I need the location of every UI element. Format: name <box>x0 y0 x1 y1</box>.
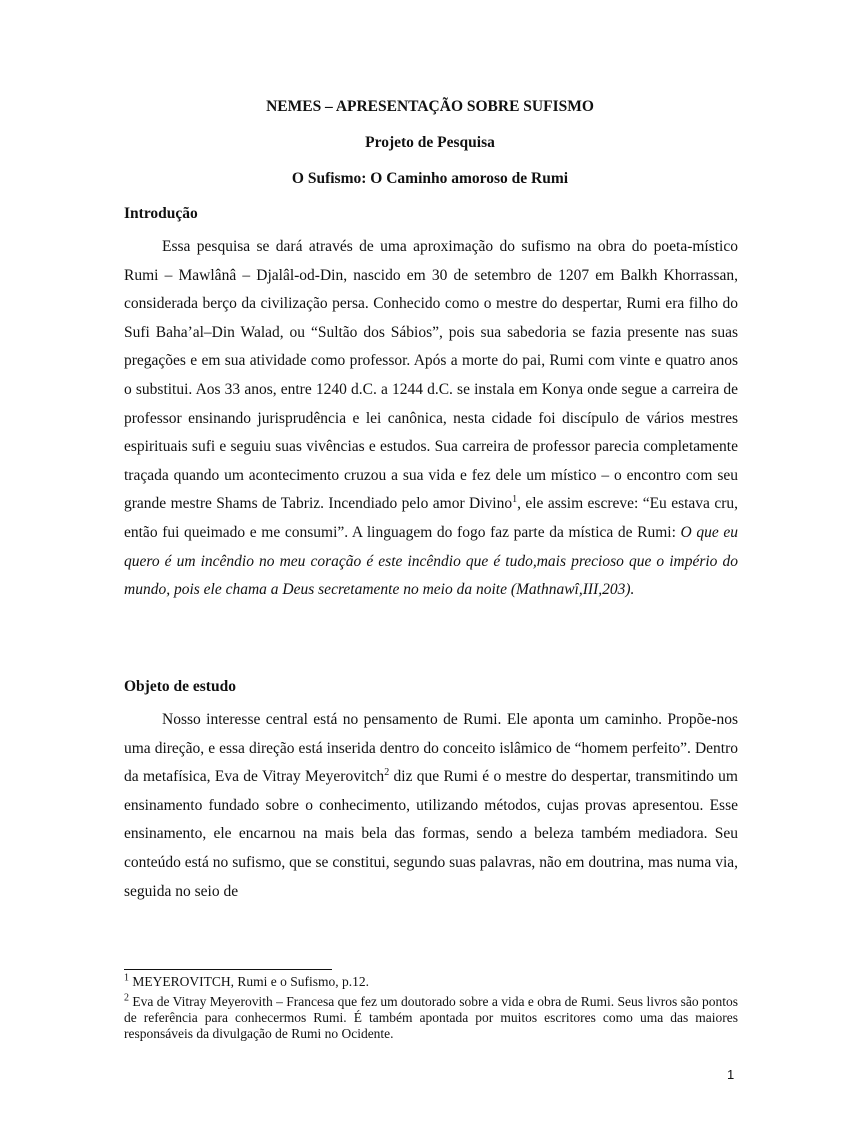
footnote-ref-1[interactable]: 1 <box>512 494 518 506</box>
paragraph-text: Essa pesquisa se dará através de uma aproximação do sufismo na obra do poeta-místico Rumi – Mawlânâ – Djalâl-od-Din, nascido em 30 de setembro de 1207 em Balkh Khorrassan, considerada berço da civilização persa. Conhecido como o mestre do despertar, Rumi era filho do Sufi Baha’al–Din Walad, ou “Sultão dos Sábios”, pois sua sabedoria se fazia presente nas suas pregações e em sua atividade como professor. Após a morte do pai, Rumi com vinte e quatro anos o substitui. Aos 33 anos, entre 1240 d.C. a 1244 d.C. se instala em Konya onde segue a carreira de professor ensinando jurisprudência e lei canônica, nesta cidade foi discípulo de vários mestres espirituais sufi e seguiu suas vivências e estudos. Sua carreira de professor parecia completamente traçada quando um acontecimento cruzou a sua vida e fez dele um místico – o encontro com seu grande mestre Shams de Tabriz. Incendiado pelo amor Divino <box>124 238 738 513</box>
paragraph-introducao <box>124 233 738 605</box>
section-heading-objeto: Objeto de estudo <box>124 678 236 695</box>
section-heading-introducao: Introdução <box>124 205 198 222</box>
page-number: 1 <box>727 1067 735 1082</box>
footnote-separator <box>124 969 332 970</box>
footnote-1 <box>124 974 738 990</box>
footnote-number: 2 <box>124 992 129 1004</box>
footnote-number: 1 <box>124 972 129 984</box>
document-subtitle-2: O Sufismo: O Caminho amoroso de Rumi <box>291 170 569 187</box>
paragraph-text: Nosso interesse central está no pensamento de Rumi. Ele aponta um caminho. Propõe-nos uma direção, e essa direção está inserida dentro do conceito islâmico de “homem perfeito”. Dentro da metafísica, Eva de Vitray Meyerovitch <box>124 711 738 786</box>
footnote-ref-2[interactable]: 2 <box>384 767 390 779</box>
quote-text: O que eu quero é um incêndio no meu coração é este incêndio que é tudo,mais precioso que o império do mundo, pois ele chama a Deus secretamente no meio da noite (Mathnawî,III,203). <box>124 523 739 599</box>
footnote-2 <box>124 994 738 1042</box>
footnote-text: MEYEROVITCH, Rumi e o Sufismo, p.12. <box>129 974 370 989</box>
paragraph-objeto <box>124 706 738 906</box>
document-title: NEMES – APRESENTAÇÃO SOBRE SUFISMO <box>266 98 594 115</box>
paragraph-text: , ele assim escreve: “Eu estava cru, então fui queimado e me consumi”. A linguagem do fogo faz parte da mística de Rumi: <box>124 495 738 541</box>
document-subtitle: Projeto de Pesquisa <box>365 134 495 151</box>
footnote-text: Eva de Vitray Meyerovith – Francesa que fez um doutorado sobre a vida e obra de Rumi. Seus livros são pontos de referência para conhecermos Rumi. É também apontada por muitos escritores como uma das maiores responsáveis da divulgação de Rumi no Ocidente. <box>124 994 738 1041</box>
paragraph-text: diz que Rumi é o mestre do despertar, transmitindo um ensinamento fundado sobre o conhecimento, utilizando métodos, cujas provas apresentou. Esse ensinamento, ele encarnou na mais bela das formas, sendo a beleza também mediadora. Seu conteúdo está no sufismo, que se constitui, segundo suas palavras, não em doutrina, mas numa via, seguida no seio de <box>124 768 738 900</box>
